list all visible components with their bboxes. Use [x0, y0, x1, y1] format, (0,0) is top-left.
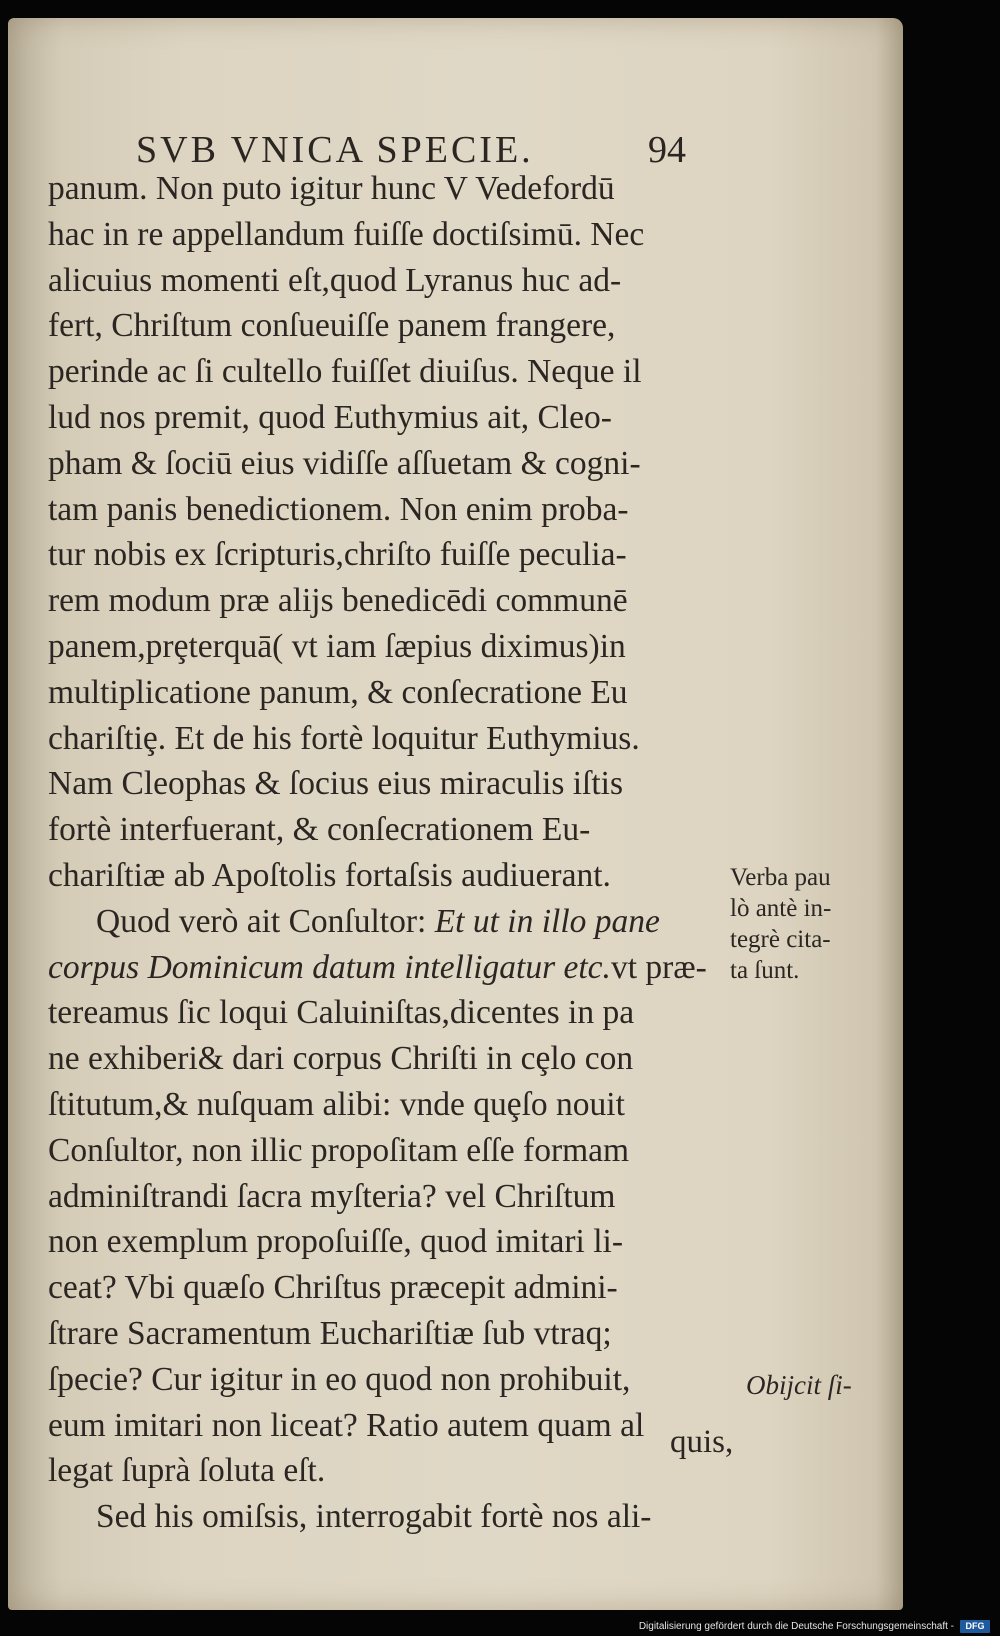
marginal-note-line: Verba pau: [730, 864, 831, 891]
text-line: chariſtiæ ab Apoſtolis fortaſsis audiuerant.: [48, 856, 611, 894]
text-line: ſtrare Sacramentum Euchariſtiæ ſub vtraq;: [48, 1314, 612, 1352]
text-line: perinde ac ſi cultello fuiſſet diuiſus. Neque il: [48, 353, 642, 391]
running-title: SVB VNICA SPECIE.: [136, 129, 534, 171]
marginal-note: [730, 862, 831, 986]
digitization-credit: Digitalisierung gefördert durch die Deutsche Forschungsgemeinschaft -: [638, 1621, 954, 1632]
text-line: [48, 945, 738, 991]
marginal-note-line: tegrè cita-: [730, 926, 831, 953]
text-line: rem modum præ alijs benedicēdi communē: [48, 582, 628, 620]
text-run: vt præ-: [610, 948, 707, 986]
text-line: fert, Chriſtum conſueuiſſe panem frangere,: [48, 307, 616, 345]
dfg-logo: DFG: [960, 1620, 990, 1633]
text-line: panem,prȩterquā( vt iam ſæpius diximus)in: [48, 627, 626, 665]
text-line: fortè interfuerant, & conſecrationem Eu-: [48, 811, 591, 849]
paragraph-start-line: [48, 899, 738, 945]
text-line: Conſultor, non illic propoſitam eſſe formam: [48, 1131, 630, 1169]
text-line: alicuius momenti eſt,quod Lyranus huc ad-: [48, 261, 622, 299]
text-line: ſtitutum,& nuſquam alibi: vnde quȩſo nouit: [48, 1085, 625, 1123]
text-line: eum imitari non liceat? Ratio autem quam al: [48, 1406, 645, 1444]
book-page: [8, 18, 903, 1610]
text-line: tam panis benedictionem. Non enim proba-: [48, 490, 629, 528]
text-line: non exemplum propoſuiſſe, quod imitari li-: [48, 1223, 623, 1261]
text-line: ſpecie? Cur igitur in eo quod non prohibuit,: [48, 1360, 631, 1398]
text-line: adminiſtrandi ſacra myſteria? vel Chriſtum: [48, 1177, 616, 1215]
text-line: hac in re appellandum fuiſſe doctiſsimū. Nec: [48, 215, 645, 253]
text-line: Nam Cleophas & ſocius eius miraculis iſtis: [48, 765, 624, 803]
text-line: legat ſuprà ſoluta eſt.: [48, 1452, 326, 1490]
paragraph-start-line: Sed his omiſsis, interrogabit fortè nos ali-: [96, 1498, 652, 1536]
italic-quotation: Et ut in illo pane: [434, 902, 660, 940]
marginal-note-line: lò antè in-: [730, 895, 832, 922]
italic-quotation: corpus Dominicum datum intelligatur etc.: [48, 948, 611, 986]
marginal-note-line: ta ſunt.: [730, 957, 800, 984]
page-number: 94: [648, 129, 686, 171]
text-line: tereamus ſic loqui Caluiniſtas,dicentes in pa: [48, 994, 635, 1032]
text-line: ne exhiberi& dari corpus Chriſti in cȩlo con: [48, 1040, 634, 1078]
text-line: panum. Non puto igitur hunc V Vedefordū: [48, 170, 615, 207]
catchword: quis,: [670, 1424, 734, 1460]
text-line: lud nos premit, quod Euthymius ait, Cleo-: [48, 398, 612, 436]
text-line: multiplicatione panum, & conſecratione Eu: [48, 673, 628, 711]
text-line: tur nobis ex ſcripturis,chriſto fuiſſe peculia-: [48, 536, 627, 574]
body-text: [48, 166, 738, 1540]
text-line: ceat? Vbi quæſo Chriſtus præcepit admini-: [48, 1269, 618, 1307]
marginal-note: Obijcit ſi-: [746, 1370, 852, 1400]
text-line: chariſtiȩ. Et de his fortè loquitur Euthymius.: [48, 719, 640, 757]
text-line: pham & ſociū eius vidiſſe aſſuetam & cogni-: [48, 444, 641, 482]
text-run: Quod verò ait Conſultor:: [96, 902, 435, 940]
